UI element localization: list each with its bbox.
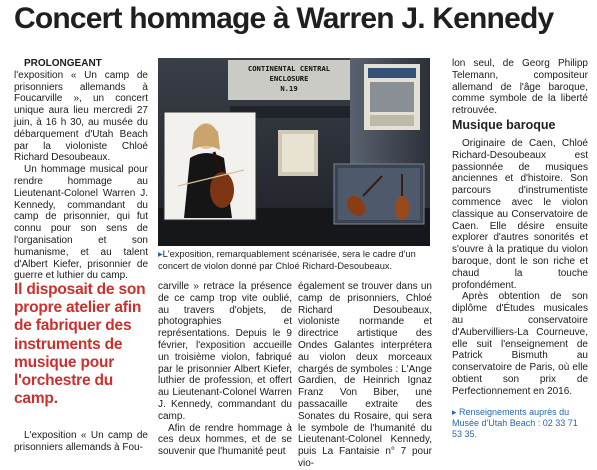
column-4-top — [452, 58, 588, 117]
paragraph: lon seul, de Georg Philipp Telemann, compositeur allemand de l'âge baroque, comme symbole de la liberté retrouvée. — [452, 58, 588, 117]
paragraph: Après obtention de son diplôme d'Études musicales au conservatoire d'Aubervilliers-La Courneuve, elle suit l'enseignement de Patrick Bismuth au conservatoire de Paris, où elle obtient son prix de Perfectionnement en 2016. — [452, 291, 588, 397]
column-3-text — [298, 281, 432, 470]
kicker: PROLONGEANT — [24, 58, 102, 69]
column-4-text — [452, 138, 588, 398]
paragraph: carville » retrace la présence de ce camp trop vite oublié, au travers d'objets, de photographies et représentations. Depuis le 9 février, l'exposition accueille un troisième violon, fabriqué par le prisonnier Albert Kiefer, luthier de profession, et offert au Lieutenant-Colonel Warren J. Kennedy, commandant du camp. — [158, 281, 292, 422]
subheading: Musique baroque — [452, 118, 556, 132]
headline: Concert hommage à Warren J. Kennedy — [14, 2, 554, 35]
photo-caption: ▸L'exposition, remarquablement scénarisée, sera le cadre d'un concert de violon donné par Chloé Richard-Desoubeaux. — [158, 249, 416, 271]
caption-arrow-icon: ▸ — [158, 249, 163, 259]
column-1-text — [14, 58, 148, 282]
paragraph: L'exposition « Un camp de prisonniers allemands à Fou- — [14, 430, 148, 453]
intro-paragraph: l'exposition « Un camp de prisonniers allemands à Foucarville », un concert unique aura lieu mercredi 27 juin, à 16 h 30, au musée du débarquement d'Utah Beach par la violoniste Chloé Richard Desoubeaux. — [14, 69, 148, 164]
paragraph: Un hommage musical pour rendre hommage au Lieutenant-Colonel Warren J. Kennedy, commandant du camp de prisonnier, qui fut connu pour son sens de l'organisation et son humanisme, et au talent d'Albert Kiefer, prisonnier de guerre et luthier du camp. — [14, 164, 148, 282]
contact-info: ▸ Renseignements auprès du Musée d'Utah Beach : 02 33 71 53 35. — [452, 407, 578, 439]
info-arrow-icon: ▸ — [452, 407, 460, 417]
exhibition-photo — [158, 58, 430, 246]
paragraph: Afin de rendre hommage à ces deux hommes, et de se souvenir que l'humanité peut — [158, 422, 292, 458]
paragraph: Originaire de Caen, Chloé Richard-Desoubeaux est passionnée de musiques anciennes et d'histoire. Son parcours d'instrumentiste commence avec le violon classique au Conservatoire de Caen. Elle désire ensuite explorer d'autres sonorités et s'ouvre à la pratique du violon baroque, dont le son riche et chaud la touche profondément. — [452, 138, 588, 291]
paragraph: également se trouver dans un camp de prisonniers, Chloé Richard Desoubeaux, violoniste normande et directrice artistique des Ondes Galantes interprétera au violon deux morceaux chargés de symboles : L'Ange Gardien, de Heinrich Ignaz Franz Von Biber, une passacaille extraite des Sonates du Rosaire, qui sera le symbole de l'humanité du Lieutenant-Colonel Kennedy, puis La Fantaisie n° 7 pour vio- — [298, 281, 432, 469]
pull-quote: Il disposait de son propre atelier afin de fabriquer des instruments de musique pour l'orchestre du camp. — [14, 281, 146, 408]
column-2-text — [158, 281, 292, 458]
column-1-bottom — [14, 430, 148, 454]
enclosure-sign: CONTINENTAL CENTRAL ENCLOSURE N.19 — [247, 64, 331, 93]
